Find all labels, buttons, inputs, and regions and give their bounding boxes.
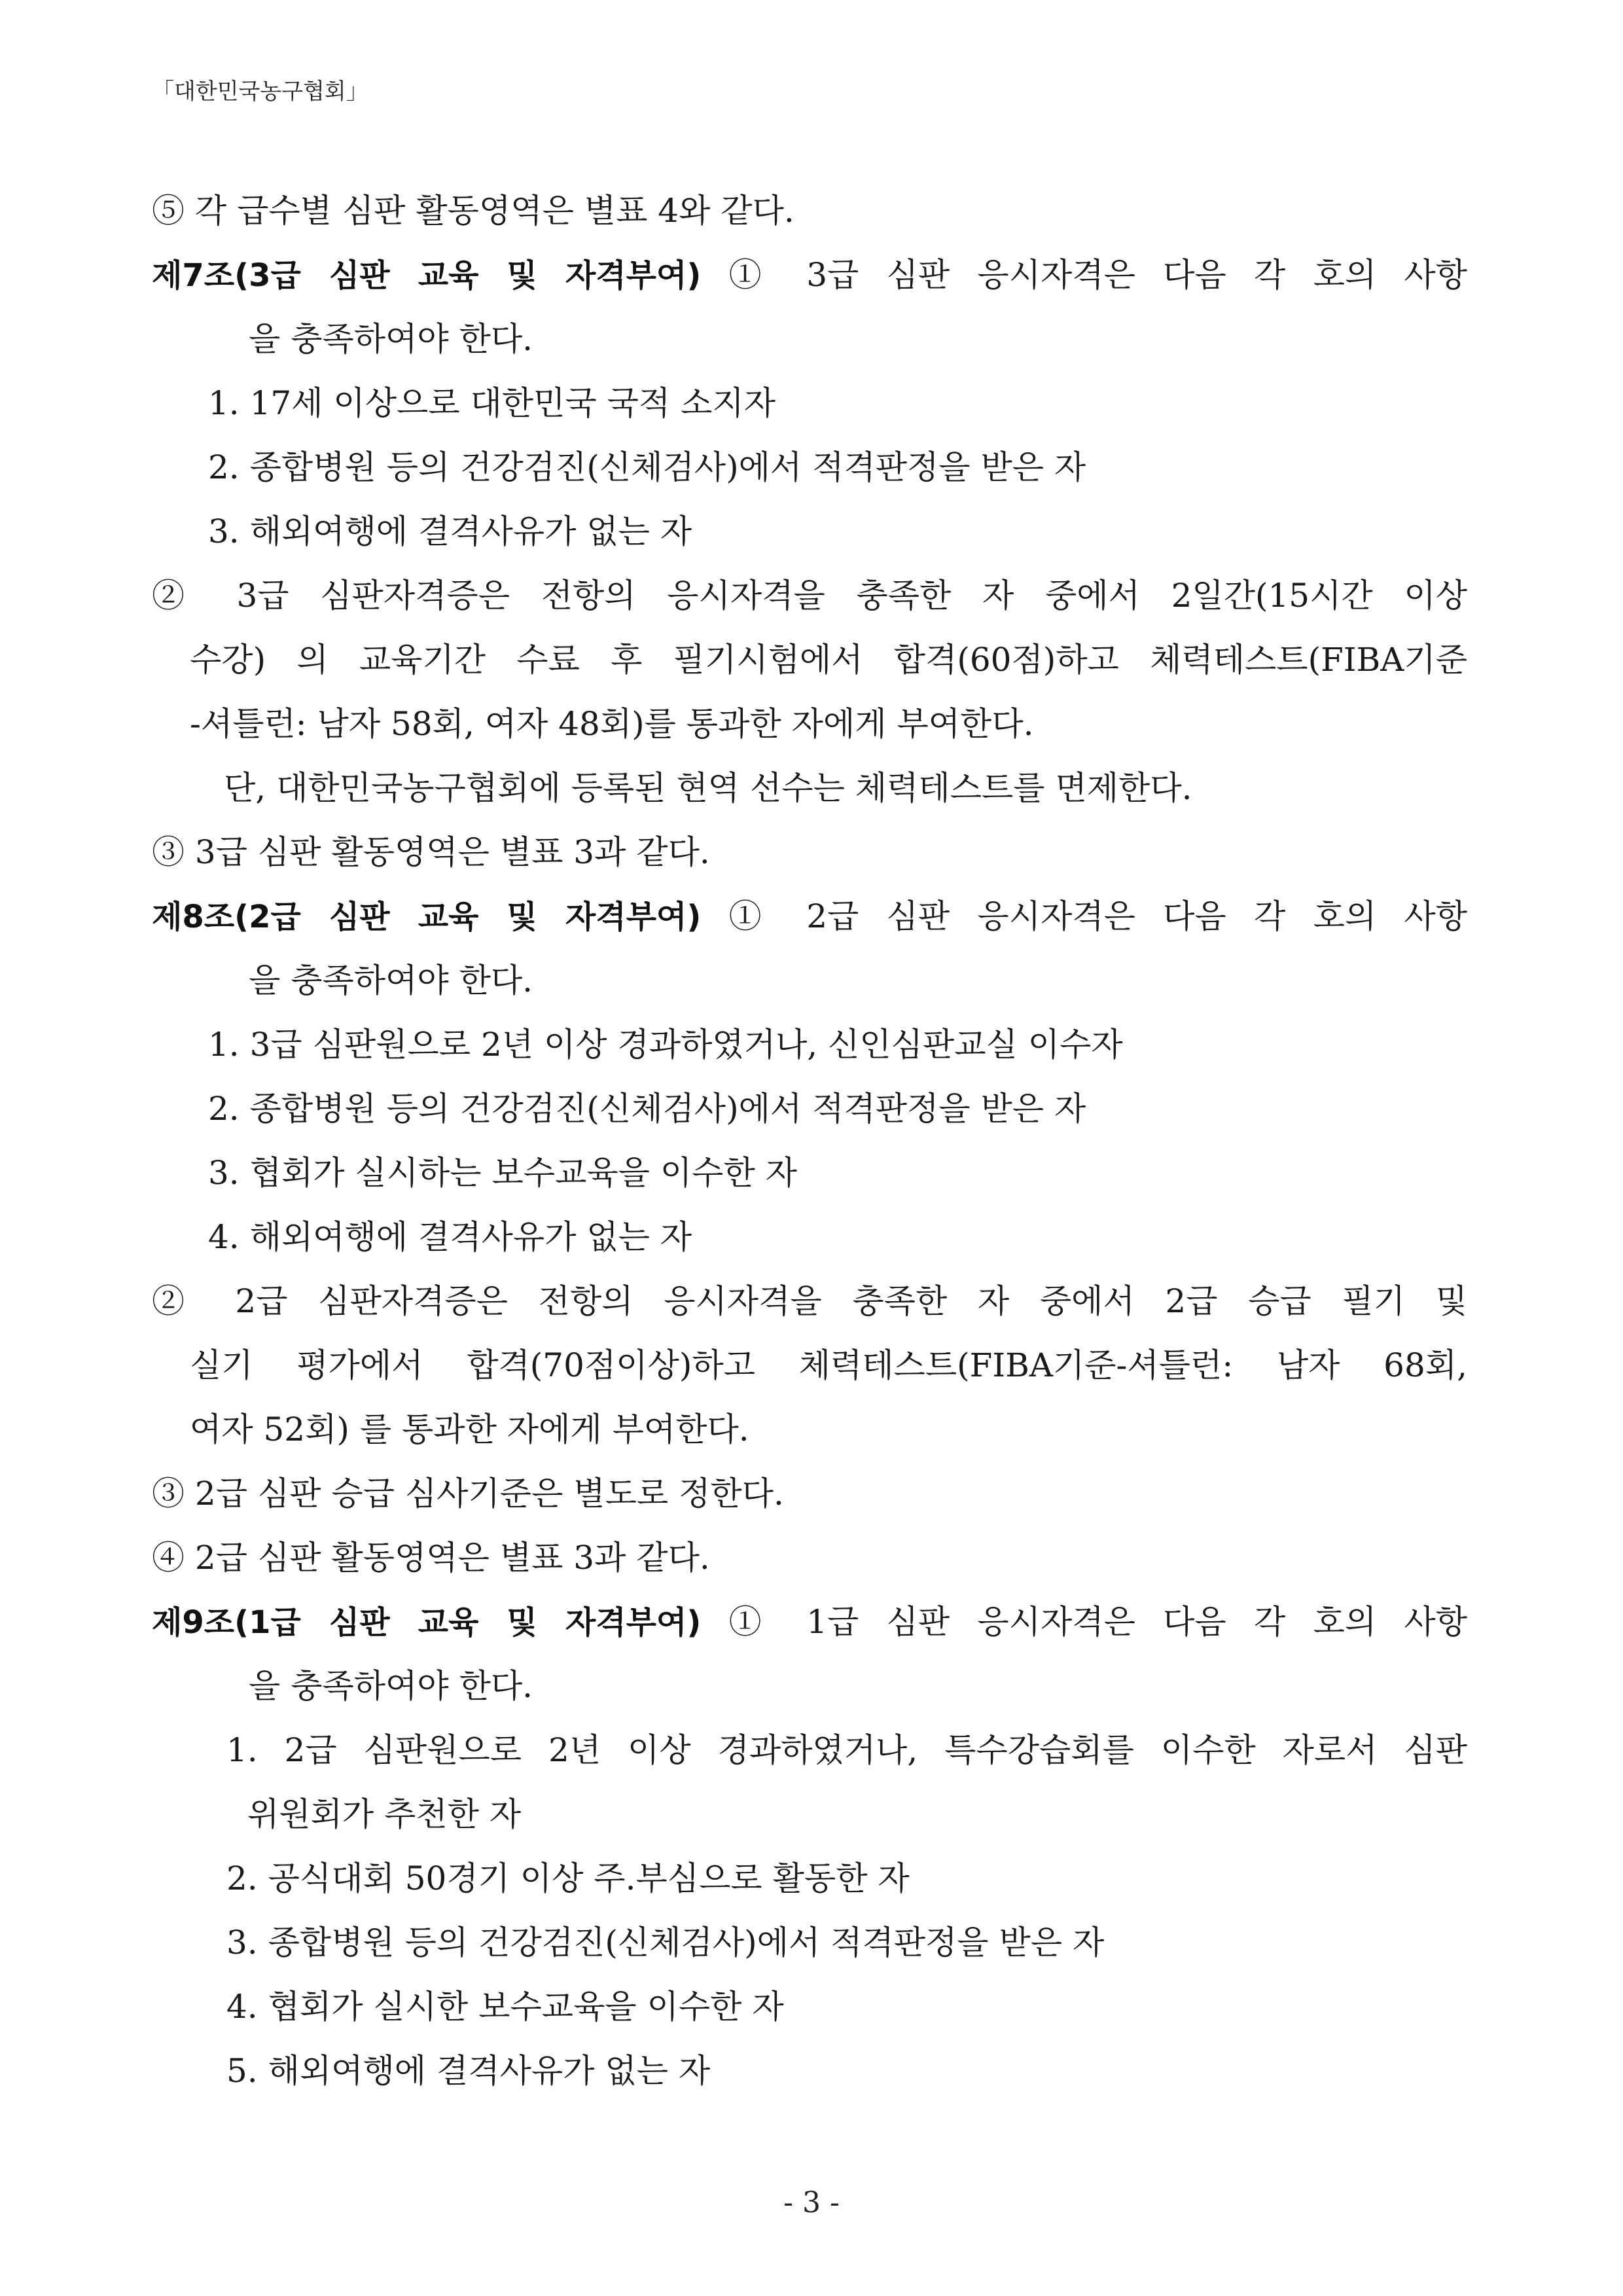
article-8-clause-3: ③ 2급 심판 승급 심사기준은 별도로 정한다. bbox=[152, 1475, 784, 1513]
article-9-item-1-cont: 위원회가 추천한 자 bbox=[247, 1795, 522, 1833]
article-6-clause-5: ⑤ 각 급수별 심판 활동영역은 별표 4와 같다. bbox=[152, 192, 794, 230]
article-7-title: 제7조(3급 심판 교육 및 자격부여) bbox=[152, 257, 702, 294]
article-9-heading: 제9조(1급 심판 교육 및 자격부여) ① 1급 심판 응시자격은 다음 각 호의 사항 bbox=[152, 1603, 1467, 1641]
article-9-item-5: 5. 해외여행에 결격사유가 없는 자 bbox=[226, 2052, 711, 2090]
article-7-clause-2: ② 3급 심판자격증은 전항의 응시자격을 충족한 자 중에서 2일간(15시간 이상 bbox=[152, 577, 1467, 615]
article-8-item-3: 3. 협회가 실시하는 보수교육을 이수한 자 bbox=[208, 1154, 797, 1192]
article-7-heading: 제7조(3급 심판 교육 및 자격부여) ① 3급 심판 응시자격은 다음 각 호의 사항 bbox=[152, 256, 1467, 294]
article-7-clause-3: ③ 3급 심판 활동영역은 별표 3과 같다. bbox=[152, 833, 710, 871]
article-8-clause-2-cont: 실기 평가에서 합격(70점이상)하고 체력테스트(FIBA기준-셔틀런: 남자 68회, bbox=[190, 1346, 1467, 1384]
article-9-item-3: 3. 종합병원 등의 건강검진(신체검사)에서 적격판정을 받은 자 bbox=[226, 1924, 1105, 1962]
article-8-item-4: 4. 해외여행에 결격사유가 없는 자 bbox=[208, 1218, 692, 1256]
article-8-clause-4: ④ 2급 심판 활동영역은 별표 3과 같다. bbox=[152, 1539, 710, 1577]
article-8-continuation: 을 충족하여야 한다. bbox=[249, 961, 533, 999]
article-8-clause-2: ② 2급 심판자격증은 전항의 응시자격을 충족한 자 중에서 2급 승급 필기 및 bbox=[152, 1282, 1467, 1320]
article-8-clause-2-cont2: 여자 52회) 를 통과한 자에게 부여한다. bbox=[190, 1410, 749, 1448]
article-8-item-2: 2. 종합병원 등의 건강검진(신체검사)에서 적격판정을 받은 자 bbox=[208, 1090, 1086, 1128]
article-7-clause-2-proviso: 단, 대한민국농구협회에 등록된 현역 선수는 체력테스트를 면제한다. bbox=[224, 769, 1192, 807]
article-8-item-1: 1. 3급 심판원으로 2년 이상 경과하였거나, 신인심판교실 이수자 bbox=[208, 1026, 1123, 1064]
article-8-heading: 제8조(2급 심판 교육 및 자격부여) ① 2급 심판 응시자격은 다음 각 호의 사항 bbox=[152, 897, 1467, 935]
article-7-item-1: 1. 17세 이상으로 대한민국 국적 소지자 bbox=[208, 384, 776, 422]
article-8-title: 제8조(2급 심판 교육 및 자격부여) bbox=[152, 899, 702, 935]
article-7-item-3: 3. 해외여행에 결격사유가 없는 자 bbox=[208, 512, 692, 550]
article-9-continuation: 을 충족하여야 한다. bbox=[249, 1667, 533, 1705]
article-9-item-1: 1. 2급 심판원으로 2년 이상 경과하였거나, 특수강습회를 이수한 자로서 심판 bbox=[226, 1731, 1467, 1769]
document-header: 「대한민국농구협회」 bbox=[152, 79, 368, 105]
article-7-continuation: 을 충족하여야 한다. bbox=[249, 320, 533, 358]
article-9-item-2: 2. 공식대회 50경기 이상 주.부심으로 활동한 자 bbox=[226, 1859, 910, 1897]
article-7-clause-2-cont: 수강) 의 교육기간 수료 후 필기시험에서 합격(60점)하고 체력테스트(FIBA기준 bbox=[190, 641, 1467, 679]
article-9-item-4: 4. 협회가 실시한 보수교육을 이수한 자 bbox=[226, 1988, 784, 2026]
article-9-title: 제9조(1급 심판 교육 및 자격부여) bbox=[152, 1604, 702, 1641]
article-7-item-2: 2. 종합병원 등의 건강검진(신체검사)에서 적격판정을 받은 자 bbox=[208, 448, 1086, 486]
article-7-clause-2-cont2: -셔틀런: 남자 58회, 여자 48회)를 통과한 자에게 부여한다. bbox=[190, 705, 1034, 743]
page-number: - 3 - bbox=[783, 2186, 840, 2219]
